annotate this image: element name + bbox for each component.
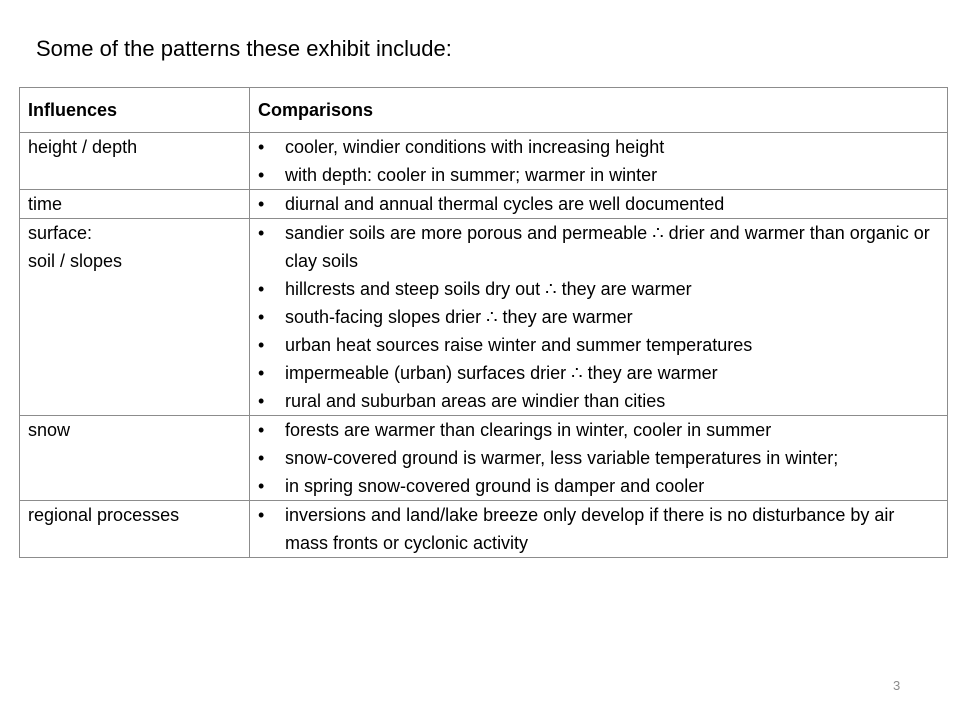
comparison-text: urban heat sources raise winter and summer temperatures <box>285 335 753 355</box>
list-item <box>258 387 941 415</box>
comparison-list <box>258 190 941 218</box>
list-item <box>258 416 941 444</box>
comparison-cell <box>250 501 948 558</box>
bullet-icon: • <box>258 363 265 383</box>
table-body <box>20 133 948 558</box>
comparison-text: in spring snow-covered ground is damper and cooler <box>285 476 705 496</box>
list-item <box>258 303 941 331</box>
comparison-text: impermeable (urban) surfaces drier ∴ they are warmer <box>285 363 718 383</box>
bullet-icon: • <box>258 223 265 243</box>
comparison-cell <box>250 133 948 190</box>
table-row <box>20 416 948 501</box>
bullet-icon: • <box>258 391 265 411</box>
list-item <box>258 472 941 500</box>
list-item <box>258 190 941 218</box>
influence-cell <box>20 133 250 190</box>
bullet-icon: • <box>258 335 265 355</box>
bullet-icon: • <box>258 137 265 157</box>
comparison-cell <box>250 219 948 416</box>
influence-label: height / depth <box>28 137 138 157</box>
comparison-text: with depth: cooler in summer; warmer in winter <box>285 165 658 185</box>
comparison-list <box>258 133 941 189</box>
list-item <box>258 444 941 472</box>
comparison-text: forests are warmer than clearings in winter, cooler in summer <box>285 420 772 440</box>
influence-cell <box>20 219 250 416</box>
influence-label: time <box>28 194 63 214</box>
influence-label: regional processes <box>28 505 180 525</box>
list-item <box>258 161 941 189</box>
influence-label: surface: soil / slopes <box>28 223 123 271</box>
table-row <box>20 219 948 416</box>
influence-cell <box>20 501 250 558</box>
table-row <box>20 501 948 558</box>
influence-label: snow <box>28 420 71 440</box>
comparison-text: diurnal and annual thermal cycles are well documented <box>285 194 725 214</box>
comparison-text: snow-covered ground is warmer, less variable temperatures in winter; <box>285 448 839 468</box>
comparison-text: cooler, windier conditions with increasing height <box>285 137 665 157</box>
list-item <box>258 219 941 275</box>
comparison-text: hillcrests and steep soils dry out ∴ they are warmer <box>285 279 692 299</box>
comparison-text: south-facing slopes drier ∴ they are warmer <box>285 307 633 327</box>
bullet-icon: • <box>258 476 265 496</box>
table-row <box>20 133 948 190</box>
comparison-text: rural and suburban areas are windier than cities <box>285 391 666 411</box>
comparison-text: inversions and land/lake breeze only develop if there is no disturbance by air mass fronts or cyclonic activity <box>285 505 895 553</box>
bullet-icon: • <box>258 194 265 214</box>
page-number: 3 <box>893 678 901 693</box>
influence-cell <box>20 190 250 219</box>
influence-cell <box>20 416 250 501</box>
comparison-cell <box>250 190 948 219</box>
bullet-icon: • <box>258 279 265 299</box>
header-influences: Influences <box>20 88 250 133</box>
list-item <box>258 331 941 359</box>
list-item <box>258 133 941 161</box>
table-header-row <box>20 88 948 133</box>
bullet-icon: • <box>258 505 265 525</box>
list-item <box>258 501 941 557</box>
comparison-list <box>258 501 941 557</box>
bullet-icon: • <box>258 448 265 468</box>
comparison-text: sandier soils are more porous and permeable ∴ drier and warmer than organic or clay soils <box>285 223 930 271</box>
comparison-table <box>19 87 948 558</box>
bullet-icon: • <box>258 165 265 185</box>
list-item <box>258 359 941 387</box>
slide-title: Some of the patterns these exhibit include: <box>36 36 452 61</box>
comparison-cell <box>250 416 948 501</box>
list-item <box>258 275 941 303</box>
comparison-list <box>258 219 941 415</box>
bullet-icon: • <box>258 420 265 440</box>
bullet-icon: • <box>258 307 265 327</box>
table-row <box>20 190 948 219</box>
header-comparisons: Comparisons <box>250 88 948 133</box>
comparison-list <box>258 416 941 500</box>
